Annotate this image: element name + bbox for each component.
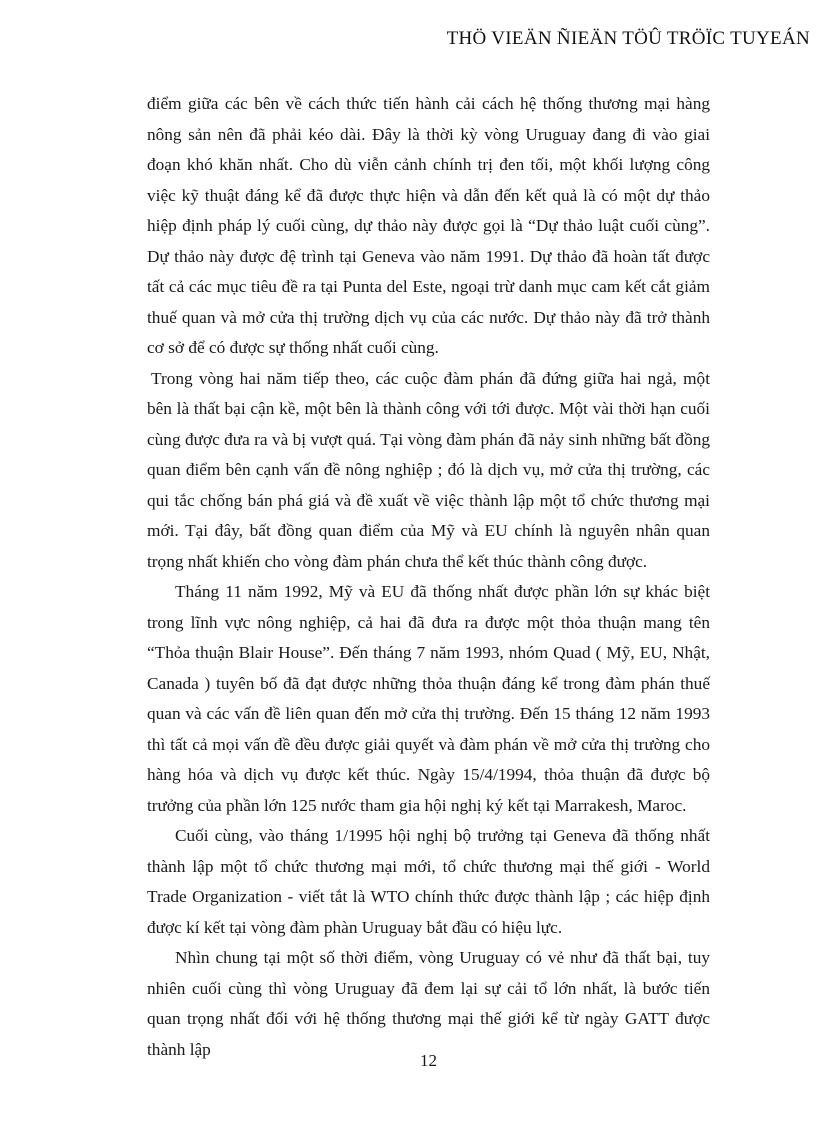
- page-number: 12: [420, 1051, 437, 1070]
- paragraph: Trong vòng hai năm tiếp theo, các cuộc đàm phán đã đứng giữa hai ngả, một bên là thất bại cận kề, một bên là thành công với tới được. Một vài thời hạn cuối cùng được đưa ra và bị vượt quá. Tại vòng đàm phán đã nảy sinh những bất đồng quan điểm bên cạnh vấn đề nông nghiệp ; đó là dịch vụ, mở cửa thị trường, các qui tắc chống bán phá giá và đề xuất về việc thành lập một tổ chức thương mại mới. Tại đây, bất đồng quan điểm của Mỹ và EU chính là nguyên nhân quan trọng nhất khiến cho vòng đàm phán chưa thể kết thúc thành công được.: [147, 368, 710, 571]
- paragraph-continued: điểm giữa các bên về cách thức tiến hành cải cách hệ thống thương mại hàng nông sản nên đã phải kéo dài. Đây là thời kỳ vòng Uruguay đang đi vào giai đoạn khó khăn nhất. Cho dù viễn cảnh chính trị đen tối, một khối lượng công việc kỹ thuật đáng kể đã được thực hiện và dẫn đến kết quả là có một dự thảo hiệp định pháp lý cuối cùng, dự thảo này được gọi là “Dự thảo luật cuối cùng”. Dự thảo này được đệ trình tại Geneva vào năm 1991. Dự thảo đã hoàn tất được tất cả các mục tiêu đề ra tại Punta del Este, ngoại trừ danh mục cam kết cắt giảm thuế quan và mở cửa thị trường dịch vụ của các nước. Dự thảo này đã trở thành cơ sở để có được sự thống nhất cuối cùng.: [147, 94, 710, 357]
- paragraph: Cuối cùng, vào tháng 1/1995 hội nghị bộ trưởng tại Geneva đã thống nhất thành lập một tổ chức thương mại mới, tổ chức thương mại thế giới - World Trade Organization - viết tắt là WTO chính thức được thành lập ; các hiệp định được kí kết tại vòng đàm phàn Uruguay bắt đầu có hiệu lực.: [147, 826, 710, 937]
- page-header: THÖ VIEÄN ÑIEÄN TÖÛ TRÖÏC TUYEÁN: [446, 28, 810, 49]
- paragraph: Nhìn chung tại một số thời điểm, vòng Uruguay có vẻ như đã thất bại, tuy nhiên cuối cùng thì vòng Uruguay đã đem lại sự cải tổ lớn nhất, là bước tiến quan trọng nhất đối với hệ thống thương mại thế giới kể từ ngày GATT được thành lập: [147, 948, 710, 1059]
- document-body: [147, 89, 710, 1065]
- paragraph: Tháng 11 năm 1992, Mỹ và EU đã thống nhất được phần lớn sự khác biệt trong lĩnh vực nông nghiệp, cả hai đã đưa ra được một thỏa thuận mang tên “Thỏa thuận Blair House”. Đến tháng 7 năm 1993, nhóm Quad ( Mỹ, EU, Nhật, Canada ) tuyên bố đã đạt được những thỏa thuận đáng kể trong đàm phán thuế quan và các vấn đề liên quan đến mở cửa thị trường. Đến 15 tháng 12 năm 1993 thì tất cả mọi vấn đề đều được giải quyết và đàm phán về mở cửa thị trường cho hàng hóa và dịch vụ được kết thúc. Ngày 15/4/1994, thỏa thuận đã được bộ trưởng của phần lớn 125 nước tham gia hội nghị ký kết tại Marrakesh, Maroc.: [147, 582, 710, 815]
